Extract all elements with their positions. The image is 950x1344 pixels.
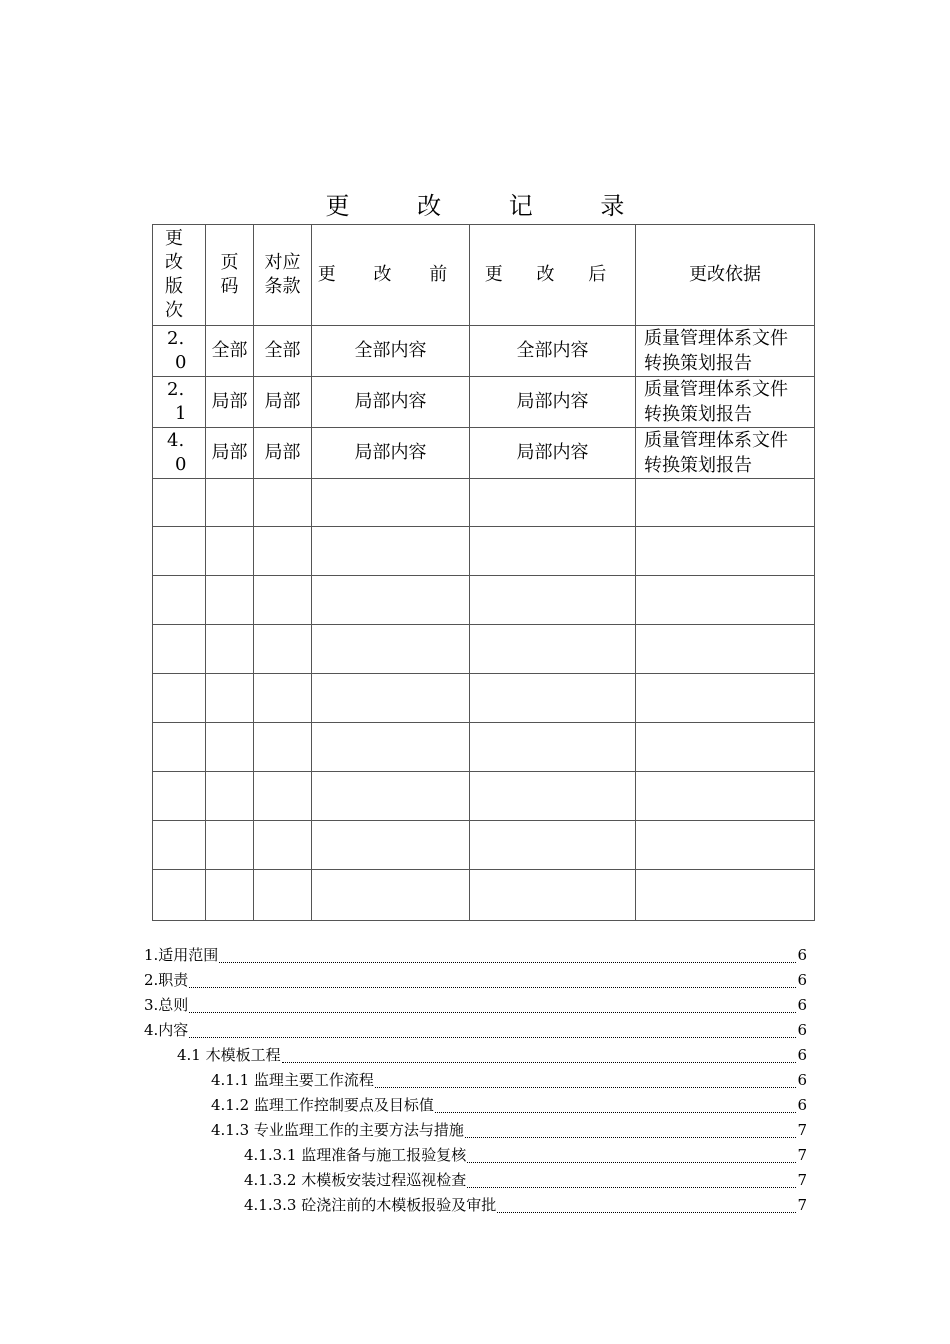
toc-entry-page: 6 (797, 971, 807, 989)
toc-entry[interactable] (144, 1169, 807, 1194)
table-header-row (153, 225, 815, 326)
empty-row (153, 625, 815, 674)
toc-leader-dots (435, 1111, 797, 1113)
toc-leader-dots (189, 1011, 796, 1013)
page-title: 更 改 记 录 (325, 192, 655, 220)
toc-entry[interactable] (144, 1194, 807, 1219)
toc-entry-title: 1.适用范围 (144, 946, 219, 964)
toc-leader-dots (219, 961, 796, 963)
toc-entry-title: 4.1.3.1 监理准备与施工报验复核 (244, 1146, 467, 1164)
toc-entry[interactable] (144, 1019, 807, 1044)
header-version: 更 改 版 次 (153, 225, 206, 326)
toc-leader-dots (375, 1086, 797, 1088)
toc-entry-title: 4.1.2 监理工作控制要点及目标值 (211, 1096, 434, 1114)
empty-row (153, 723, 815, 772)
toc-entry-title: 4.内容 (144, 1021, 189, 1039)
toc-entry[interactable] (144, 1094, 807, 1119)
empty-row (153, 576, 815, 625)
toc-entry[interactable] (144, 1144, 807, 1169)
toc-entry[interactable] (144, 969, 807, 994)
toc-entry-page: 6 (797, 1096, 807, 1114)
toc-entry-title: 4.1.3.3 砼浇注前的木模板报验及审批 (244, 1196, 497, 1214)
toc-entry[interactable] (144, 994, 807, 1019)
toc-leader-dots (282, 1061, 797, 1063)
toc-entry[interactable] (144, 1069, 807, 1094)
toc-entry-title: 4.1.3.2 木模板安装过程巡视检查 (244, 1171, 467, 1189)
header-before: 更 改 前 (312, 225, 470, 326)
change-record-table (152, 224, 815, 921)
toc-entry-page: 6 (797, 946, 807, 964)
table-row: 4. 0 局部 局部 局部内容 局部内容 质量管理体系文件 转换策划报告 (153, 428, 815, 479)
empty-row (153, 821, 815, 870)
toc-entry-page: 7 (797, 1121, 807, 1139)
toc-leader-dots (465, 1136, 797, 1138)
empty-row (153, 772, 815, 821)
toc-entry[interactable] (144, 944, 807, 969)
toc-entry-page: 6 (797, 1021, 807, 1039)
header-basis: 更改依据 (636, 225, 815, 326)
table-of-contents (144, 944, 807, 1219)
empty-row (153, 479, 815, 527)
toc-entry[interactable] (144, 1119, 807, 1144)
toc-leader-dots (467, 1186, 796, 1188)
toc-entry-page: 6 (797, 1046, 807, 1064)
toc-entry-title: 3.总则 (144, 996, 189, 1014)
toc-leader-dots (497, 1211, 796, 1213)
toc-entry[interactable] (144, 1044, 807, 1069)
toc-leader-dots (189, 1036, 796, 1038)
table-row: 2. 1 局部 局部 局部内容 局部内容 质量管理体系文件 转换策划报告 (153, 377, 815, 428)
empty-row (153, 527, 815, 576)
toc-entry-page: 6 (797, 996, 807, 1014)
empty-row (153, 674, 815, 723)
toc-entry-page: 7 (797, 1146, 807, 1164)
header-page: 页 码 (206, 225, 254, 326)
header-clause: 对应 条款 (254, 225, 312, 326)
toc-entry-title: 4.1 木模板工程 (177, 1046, 281, 1064)
header-after: 更 改 后 (470, 225, 636, 326)
toc-leader-dots (467, 1161, 796, 1163)
table-row: 2. 0 全部 全部 全部内容 全部内容 质量管理体系文件 转换策划报告 (153, 326, 815, 377)
toc-entry-page: 7 (797, 1196, 807, 1214)
toc-entry-title: 2.职责 (144, 971, 189, 989)
toc-leader-dots (189, 986, 796, 988)
toc-entry-title: 4.1.1 监理主要工作流程 (211, 1071, 374, 1089)
toc-entry-title: 4.1.3 专业监理工作的主要方法与措施 (211, 1121, 464, 1139)
toc-entry-page: 7 (797, 1171, 807, 1189)
toc-entry-page: 6 (797, 1071, 807, 1089)
empty-row (153, 870, 815, 921)
